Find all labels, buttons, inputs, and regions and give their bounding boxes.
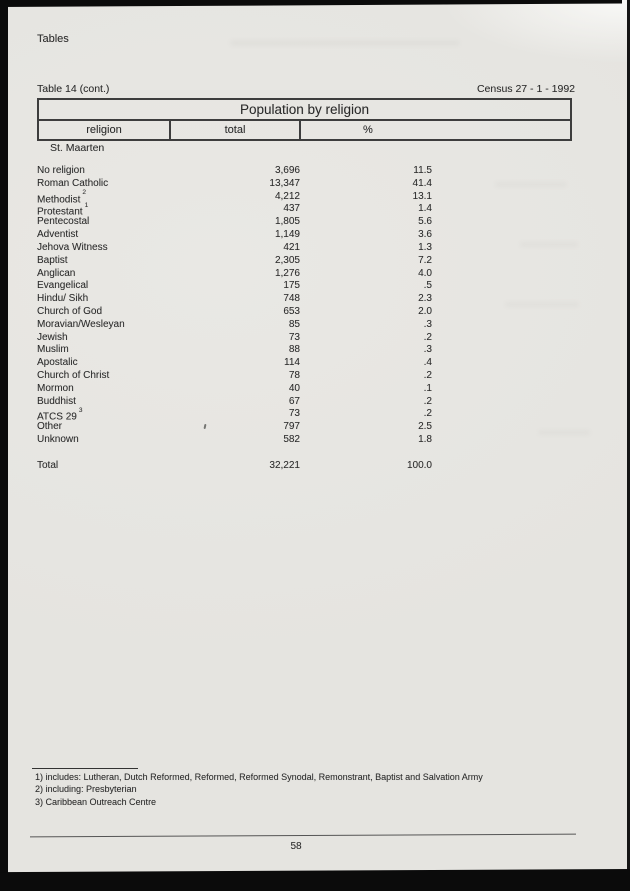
table-row [37,293,432,306]
bleed-through-mark [538,430,590,435]
table-row [37,383,432,396]
percent-value: .4 [423,357,432,369]
percent-value: 2.0 [418,305,432,317]
religion-name: Anglican [37,267,76,279]
table-row [37,396,432,409]
religion-name: Adventist [37,229,79,241]
column-header-total: total [171,121,301,139]
percent-value: .3 [423,344,432,356]
table-row [37,357,432,370]
footnote-marker: 1 [84,201,89,209]
total-value: 2,305 [274,254,300,266]
percent-value: .3 [423,318,432,330]
table-body [37,165,432,447]
table-row [37,332,432,345]
total-value: 88 [288,344,300,356]
total-value: 73 [288,331,300,343]
census-date-label: Census 27 - 1 - 1992 [476,83,575,95]
religion-name: Moravian/Wesleyan [37,318,125,330]
table-row [37,191,432,204]
footnote-marker: 2 [82,189,86,197]
religion-name: Methodist$^2$ [37,189,86,205]
footer-divider [30,834,576,838]
religion-name: Roman Catholic [37,177,109,189]
table-row [37,319,432,332]
percent-value: .1 [423,382,432,394]
religion-name: Jewish [37,331,68,343]
table-row [37,344,432,357]
table-meta-row [37,83,575,95]
total-value: 1,149 [274,229,300,241]
table-row [37,216,432,229]
footnote: 1) includes: Lutheran, Dutch Reformed, Reformed, Reformed Synodal, Remonstrant, Baptist and Salvation Army [35,772,483,782]
religion-name: Other [37,421,63,433]
total-value: 13,347 [269,177,300,189]
bleed-through-mark [495,182,567,187]
percent-value: 3.6 [418,229,432,241]
footnotes [35,771,600,808]
percent-value: 5.6 [418,216,432,228]
total-value: 1,276 [274,267,300,279]
section-heading: St. Maarten [50,142,105,154]
religion-name: Pentecostal [37,216,90,228]
religion-name: No religion [37,165,85,176]
religion-name: Church of God [37,305,103,317]
religion-name: Muslim [37,344,69,356]
religion-name: Protestant$^1$ [37,201,89,218]
religion-name: Buddhist [37,395,76,407]
religion-name: Unknown [37,434,79,446]
table-row [37,229,432,242]
percent-value: 11.5 [413,165,432,176]
table-row [37,203,432,216]
population-table [37,98,572,141]
table-row [37,370,432,383]
percent-value: .2 [423,331,432,343]
religion-name: Evangelical [37,280,89,292]
total-value: 32,221 [269,460,300,471]
footnote-marker: 3 [78,406,83,414]
total-value: 78 [288,370,300,381]
footnote-divider [32,768,138,769]
page-number: 58 [290,841,302,852]
percent-value: 1.3 [418,241,432,253]
table-row [37,306,432,319]
table-caption: Table 14 (cont.) [37,83,110,95]
table-row [37,408,432,421]
total-value: 421 [283,241,300,253]
total-value: 3,696 [274,165,300,176]
table-row [37,255,432,268]
total-value: 4,212 [274,190,300,202]
column-header-religion: religion [39,121,171,139]
total-value: 175 [283,280,300,292]
table-row [37,268,432,281]
total-value: 85 [288,318,300,330]
total-value: 114 [284,357,300,369]
total-value: 1,805 [274,216,300,228]
column-header-percent: % [363,124,373,136]
percent-value: 2.5 [418,421,432,433]
table-header-row [39,121,570,139]
total-percent-value: 100.0 [406,460,432,471]
percent-value: 1.8 [418,434,432,446]
total-value: 437 [283,203,300,215]
total-value: 73 [288,408,300,420]
percent-value: 2.3 [418,293,432,305]
religion-name: Mormon [37,382,74,394]
scan-edge-bottom [0,869,630,891]
percent-value: 7.2 [418,254,432,266]
total-value: 40 [288,382,300,394]
percent-value: 1.4 [418,203,432,215]
scan-edge-left [0,0,8,891]
table-row [37,242,432,255]
table-total-row [37,459,432,472]
percent-value: .2 [423,408,432,420]
table-row [37,165,432,178]
percent-value: .2 [423,370,432,381]
bleed-through-mark [505,302,579,307]
percent-value: .5 [423,280,432,292]
percent-value: .2 [423,395,432,407]
percent-value: 41.4 [412,177,432,189]
percent-value: 13.1 [412,190,432,202]
religion-name: Hindu/ Sikh [37,293,89,305]
religion-name: ATCS $29^3$ [37,406,83,423]
table-row [37,280,432,293]
footnote: 3) Caribbean Outreach Centre [35,796,157,807]
religion-name: Baptist [37,254,68,266]
bleed-through-mark [520,242,578,247]
total-value: 748 [283,293,300,305]
religion-name: Jehova Witness [37,241,108,253]
total-value: 67 [288,395,300,407]
total-value: 653 [283,305,300,317]
table-title: Population by religion [39,100,570,121]
bleed-through-mark [230,40,460,46]
table-row [37,421,432,434]
religion-name: Apostalic [37,357,78,369]
total-label: Total [37,460,59,471]
total-value: 797 [283,421,300,433]
page-heading: Tables [37,33,69,45]
footnote: 2) including: Presbyterian [35,784,137,795]
table-row [37,178,432,191]
table-row [37,434,432,447]
scan-edge-top [0,0,622,7]
total-value: 582 [283,434,300,446]
religion-name: Church of Christ [37,370,110,381]
percent-value: 4.0 [418,267,432,279]
